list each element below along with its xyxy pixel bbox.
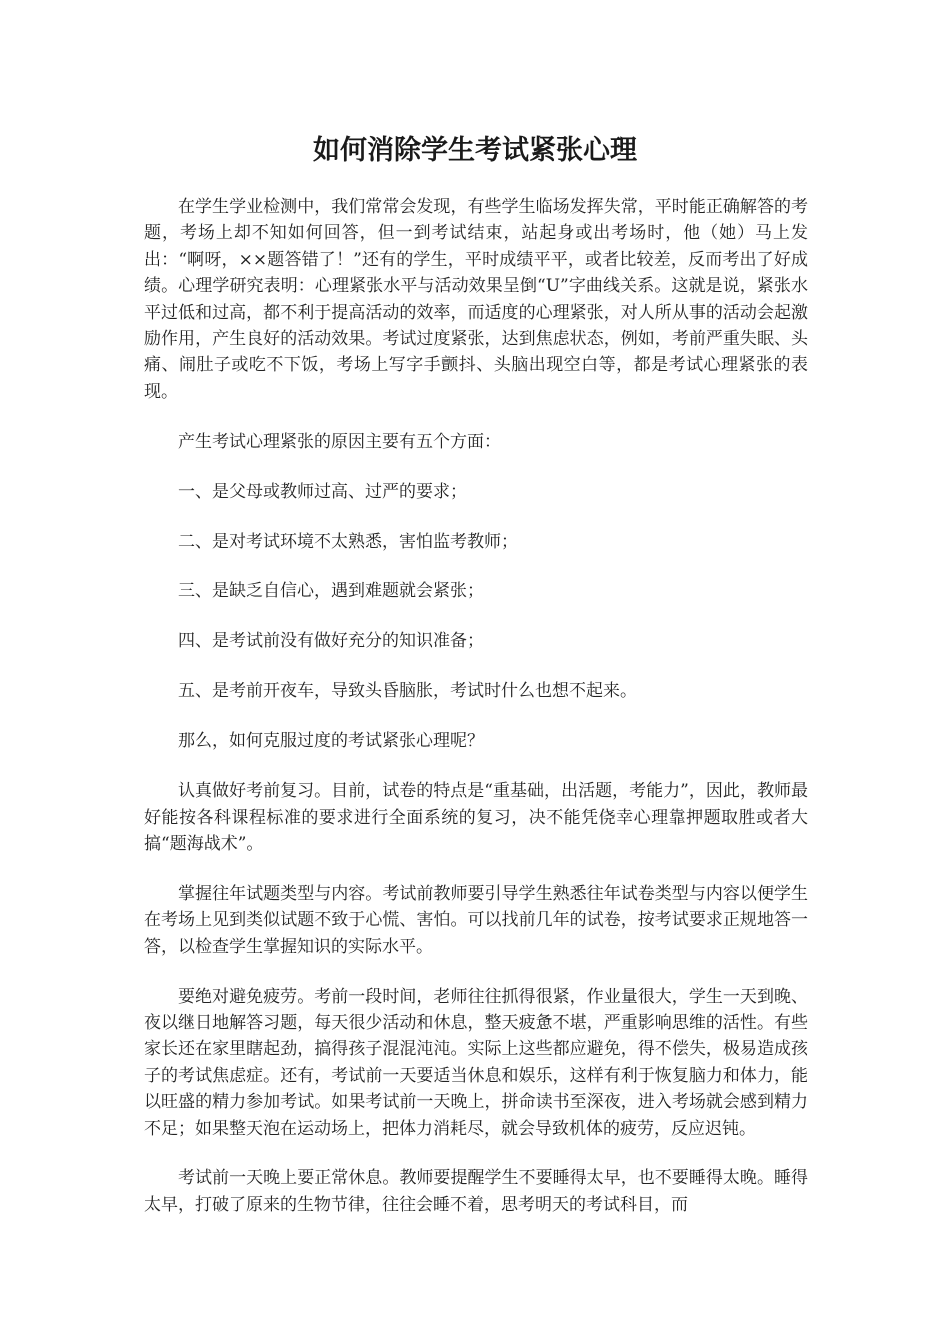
paragraph-causes-intro: 产生考试心理紧张的原因主要有五个方面： [178, 431, 501, 452]
list-item-cause-4: 四、是考试前没有做好充分的知识准备； [178, 631, 484, 652]
paragraph-review: 认真做好考前复习。目前，试卷的特点是“重基础，出活题，考能力”，因此，教师最好能按各科课程标准的要求进行全面系统的复习，决不能凭侥幸心理靠押题取胜或者大搞“题海战术”。 [144, 781, 808, 854]
list-item-cause-2: 二、是对考试环境不太熟悉，害怕监考教师； [178, 531, 518, 552]
list-item-cause-5: 五、是考前开夜车，导致头昏脑胀，考试时什么也想不起来。 [178, 681, 637, 702]
paragraph-intro: 在学生学业检测中，我们常常会发现，有些学生临场发挥失常，平时能正确解答的考题，考场上却不知如何回答，但一到考试结束，站起身或出考场时，他（她）马上发出：“啊呀，××题答错了！”还有的学生，平时成绩平平，或者比较差，反而考出了好成绩。心理学研究表明：心理紧张水平与活动效果呈倒“U”字曲线关系。这就是说，紧张水平过低和过高，都不利于提高活动的效率，而适度的心理紧张，对人所从事的活动会起激励作用，产生良好的活动效果。考试过度紧张，达到焦虑状态，例如，考前严重失眠、头痛、闹肚子或吃不下饭，考场上写字手颤抖、头脑出现空白等，都是考试心理紧张的表现。 [144, 197, 808, 402]
paragraph-past-papers: 掌握往年试题类型与内容。考试前教师要引导学生熟悉往年试卷类型与内容以便学生在考场上见到类似试题不致于心慌、害怕。可以找前几年的试卷，按考试要求正规地答一答，以检查学生掌握知识的实际水平。 [144, 883, 808, 957]
paragraph-avoid-fatigue: 要绝对避免疲劳。考前一段时间，老师往往抓得很紧，作业量很大，学生一天到晚、夜以继日地解答习题，每天很少活动和休息，整天疲惫不堪，严重影响思维的活性。有些家长还在家里瞎起劲，搞得孩子混混沌沌。实际上这些都应避免，得不偿失，极易造成孩子的考试焦虑症。还有，考试前一天要适当休息和娱乐，这样有利于恢复脑力和体力，能以旺盛的精力参加考试。如果考试前一天晚上，拼命读书至深夜，进入考场就会感到精力不足；如果整天泡在运动场上，把体力消耗尽，就会导致机体的疲劳，反应迟钝。 [144, 986, 808, 1139]
document-body [144, 194, 808, 1242]
document-title: 如何消除学生考试紧张心理 [313, 135, 637, 166]
list-item-cause-3: 三、是缺乏自信心，遇到难题就会紧张； [178, 581, 484, 602]
list-item-cause-1: 一、是父母或教师过高、过严的要求； [178, 481, 467, 502]
paragraph-normal-rest: 考试前一天晚上要正常休息。教师要提醒学生不要睡得太早，也不要睡得太晚。睡得太早，打破了原来的生物节律，往往会睡不着，思考明天的考试科目，而 [144, 1168, 808, 1215]
paragraph-question: 那么，如何克服过度的考试紧张心理呢？ [178, 731, 484, 752]
